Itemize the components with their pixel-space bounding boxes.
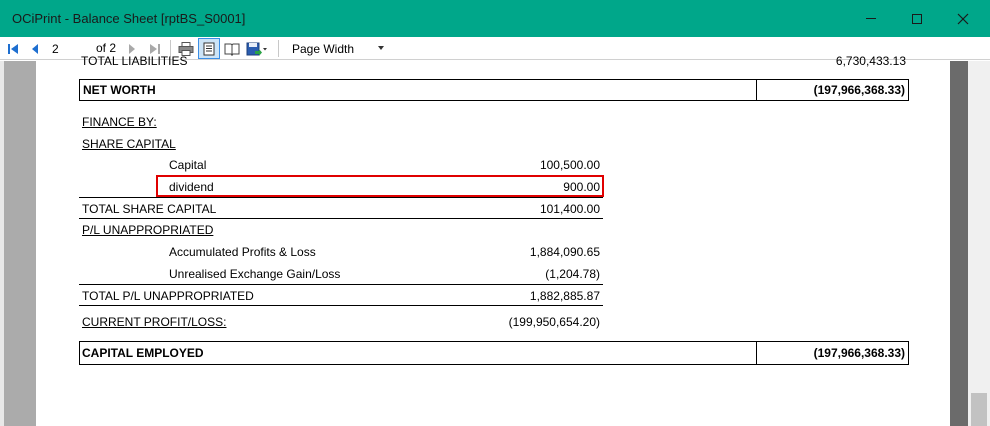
vertical-scrollbar[interactable] xyxy=(968,61,990,426)
total-pl-amount: 1,882,885.87 xyxy=(529,289,600,303)
capital-employed-amount: (197,966,368.33) xyxy=(813,346,905,360)
total-share-capital-amount: 101,400.00 xyxy=(539,202,600,216)
page-edge-shadow xyxy=(950,61,968,426)
capital-label: Capital xyxy=(169,158,207,172)
share-capital-label: SHARE CAPITAL xyxy=(82,137,176,151)
maximize-icon xyxy=(912,14,922,24)
prev-page-button[interactable] xyxy=(26,37,44,60)
maximize-button[interactable] xyxy=(894,0,940,37)
prev-page-icon xyxy=(29,43,41,55)
total-pl-label: TOTAL P/L UNAPPROPRIATED xyxy=(82,289,254,303)
pl-unappropriated-label: P/L UNAPPROPRIATED xyxy=(82,223,214,237)
total-liabilities-amount: 6,730,433.13 xyxy=(835,54,906,68)
print-layout-icon xyxy=(202,42,216,56)
zoom-select-value: Page Width xyxy=(292,41,355,56)
current-profit-amount: (199,950,654.20) xyxy=(508,315,600,329)
unrealised-amount: (1,204.78) xyxy=(545,267,600,281)
export-button[interactable] xyxy=(244,37,270,60)
title-bar[interactable] xyxy=(0,0,990,37)
net-worth-amount: (197,966,368.33) xyxy=(813,83,905,97)
next-page-icon xyxy=(126,43,138,55)
chevron-down-icon xyxy=(378,46,384,50)
dividend-amount: 900.00 xyxy=(563,180,600,194)
net-worth-label: NET WORTH xyxy=(83,83,156,97)
viewer-margin xyxy=(0,61,36,426)
total-liabilities-label: TOTAL LIABILITIES xyxy=(81,54,188,68)
pl-total-rule xyxy=(79,305,603,306)
minimize-button[interactable] xyxy=(848,0,894,37)
first-page-button[interactable] xyxy=(4,37,22,60)
report-page xyxy=(36,54,950,426)
current-profit-label: CURRENT PROFIT/LOSS: xyxy=(82,315,227,329)
finance-by-label: FINANCE BY: xyxy=(82,115,157,129)
close-button[interactable] xyxy=(940,0,986,37)
dividend-label: dividend xyxy=(169,180,214,194)
print-layout-button[interactable] xyxy=(198,38,220,59)
dividend-highlight-box xyxy=(156,175,604,197)
scrollbar-thumb[interactable] xyxy=(971,393,987,426)
pl-rule xyxy=(79,284,603,285)
page-count-label: of 2 xyxy=(96,41,117,55)
window-title: OCiPrint - Balance Sheet [rptBS_S0001] xyxy=(12,11,246,26)
accumulated-label: Accumulated Profits & Loss xyxy=(169,245,316,259)
last-page-icon xyxy=(149,43,161,55)
report-viewer[interactable] xyxy=(0,54,990,426)
page-setup-icon xyxy=(224,42,240,56)
export-icon xyxy=(246,42,268,56)
share-capital-rule xyxy=(79,197,603,198)
unrealised-label: Unrealised Exchange Gain/Loss xyxy=(169,267,341,281)
minimize-icon xyxy=(866,18,876,19)
page-setup-button[interactable] xyxy=(222,37,242,60)
accumulated-amount: 1,884,090.65 xyxy=(529,245,600,259)
total-share-capital-label: TOTAL SHARE CAPITAL xyxy=(82,202,217,216)
toolbar-separator xyxy=(278,40,279,57)
zoom-select[interactable] xyxy=(286,39,388,58)
capital-amount: 100,500.00 xyxy=(539,158,600,172)
capital-employed-label: CAPITAL EMPLOYED xyxy=(82,346,204,360)
close-icon xyxy=(957,13,969,25)
first-page-icon xyxy=(7,43,19,55)
share-capital-total-rule xyxy=(79,218,603,219)
